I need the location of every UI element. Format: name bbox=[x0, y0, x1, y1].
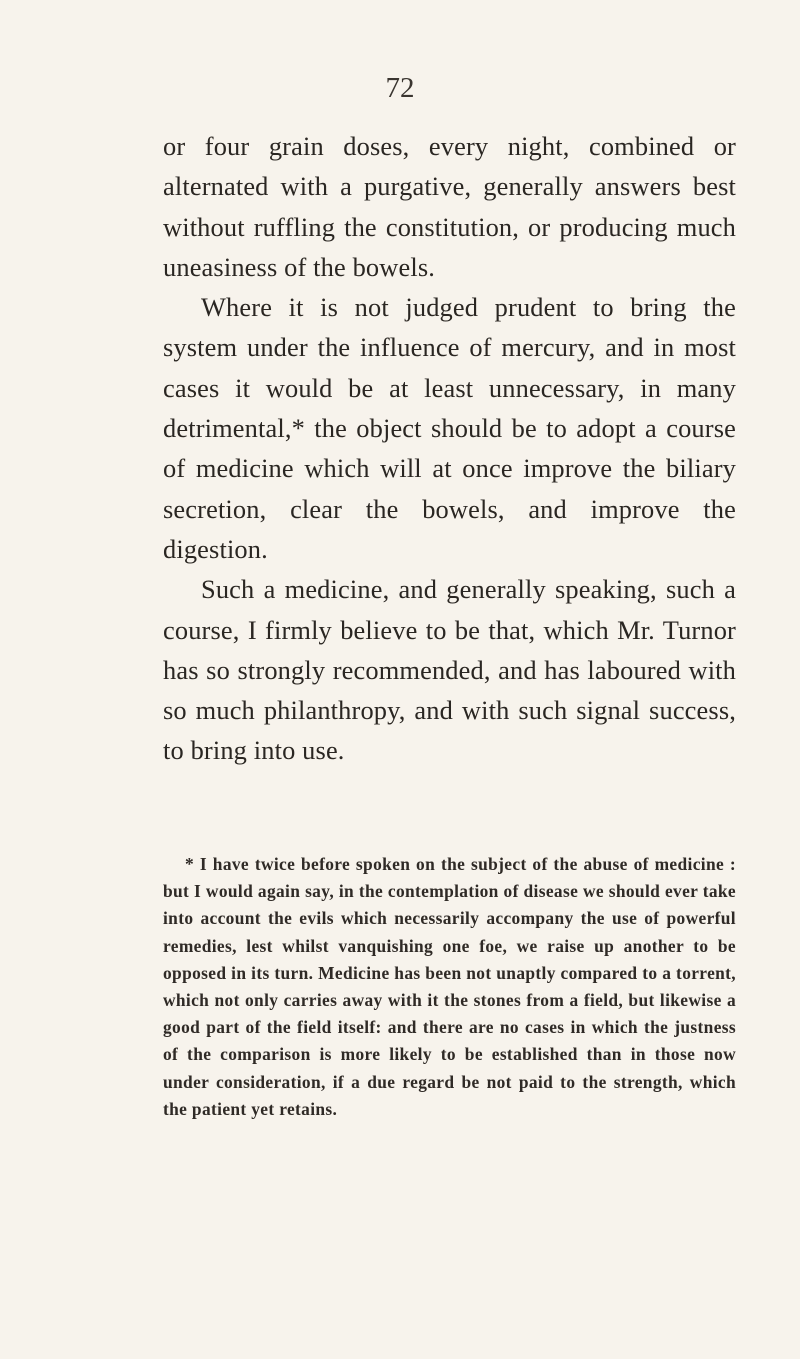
footnote-text: * I have twice before spoken on the subject of the abuse of medicine : but I would again say, in the contemplation of disease we should ever take into account the evils which necessarily accompany the use of powerful remedies, lest whilst vanquishing one foe, we raise up another to be opposed in its turn. Medicine has been not unaptly compared to a torrent, which not only carries away with it the stones from a field, but likewise a good part of the field itself: and there are no cases in which the justness of the comparison is more likely to be established than in those now under consideration, if a due regard be not paid to the strength, which the patient yet retains. bbox=[163, 854, 736, 1119]
paragraph-turnor: Such a medicine, and generally speaking, such a course, I firmly believe to be that, which Mr. Turnor has so strongly recommended, and has laboured with so much philanthropy, and with such signal success, to bring into use. bbox=[163, 574, 736, 766]
page-number: 72 bbox=[385, 72, 415, 104]
main-text bbox=[163, 126, 736, 771]
footnote bbox=[163, 851, 736, 1123]
paragraph-mercury: Where it is not judged prudent to bring the system under the influence of mercury, and in most cases it would be at least unnecessary, in many detrimental,* the object should be to adopt a course of medicine which will at once improve the biliary secretion, clear the bowels, and improve the digestion. bbox=[163, 292, 736, 564]
paragraph-continuation: or four grain doses, every night, combined or alternated with a purgative, generally answers best without ruffling the constitution, or producing much uneasiness of the bowels. bbox=[163, 131, 736, 282]
